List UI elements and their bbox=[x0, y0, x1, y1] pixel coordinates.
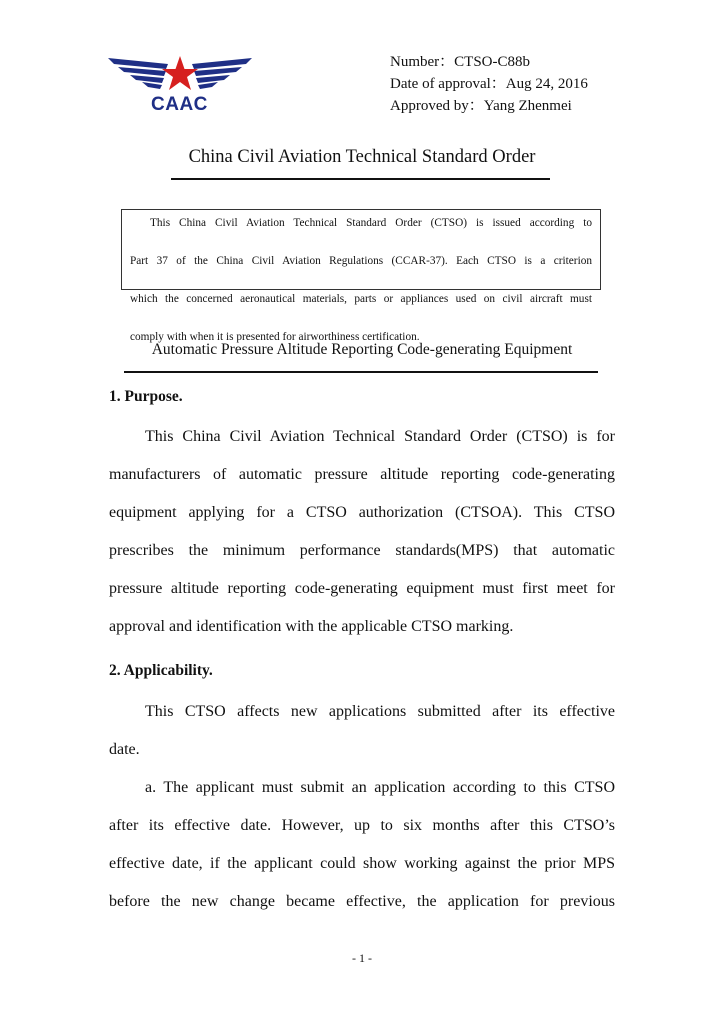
paragraph-line: a. The applicant must submit an application according to this CTSO bbox=[145, 779, 615, 796]
subject-title: Automatic Pressure Altitude Reporting Code-generating Equipment bbox=[151, 341, 573, 358]
paragraph-line: pressure altitude reporting code-generating equipment must first meet for bbox=[109, 580, 615, 597]
approved-by: Approved by：Yang Zhenmei bbox=[390, 98, 572, 114]
paragraph-line: prescribes the minimum performance standards(MPS) that automatic bbox=[109, 542, 615, 559]
notice-line: which the concerned aeronautical materials, parts or appliances used on civil aircraft must bbox=[130, 293, 592, 305]
notice-line: Part 37 of the China Civil Aviation Regulations (CCAR-37). Each CTSO is a criterion bbox=[130, 255, 592, 267]
notice-box bbox=[121, 209, 601, 343]
paragraph-line: before the new change became effective, the application for previous bbox=[109, 893, 615, 910]
title-divider bbox=[171, 178, 550, 180]
page-number: - 1 - bbox=[352, 951, 372, 965]
purpose-paragraph bbox=[109, 418, 615, 646]
applicability-intro-paragraph bbox=[109, 693, 615, 769]
notice-line: comply with when it is presented for airworthiness certification. bbox=[130, 331, 420, 343]
section-heading-applicability: 2. Applicability. bbox=[109, 662, 213, 679]
logo-text: CAAC bbox=[151, 94, 208, 115]
subject-divider bbox=[124, 371, 598, 373]
winged-star-emblem bbox=[106, 50, 256, 94]
paragraph-line: date. bbox=[109, 741, 140, 758]
document-number: Number：CTSO-C88b bbox=[390, 54, 530, 70]
notice-line: This China Civil Aviation Technical Standard Order (CTSO) is issued according to bbox=[150, 217, 592, 229]
paragraph-line: approval and identification with the applicable CTSO marking. bbox=[109, 618, 514, 635]
paragraph-line: effective date, if the applicant could show working against the prior MPS bbox=[109, 855, 615, 872]
approval-date: Date of approval：Aug 24, 2016 bbox=[390, 76, 588, 92]
document-title: China Civil Aviation Technical Standard Order bbox=[188, 147, 536, 167]
caac-logo bbox=[106, 50, 256, 122]
paragraph-line: after its effective date. However, up to six months after this CTSO’s bbox=[109, 817, 615, 834]
document-meta bbox=[390, 51, 588, 117]
paragraph-line: manufacturers of automatic pressure altitude reporting code-generating bbox=[109, 466, 615, 483]
section-heading-purpose: 1. Purpose. bbox=[109, 388, 183, 405]
paragraph-line: This CTSO affects new applications submitted after its effective bbox=[145, 703, 615, 720]
paragraph-line: equipment applying for a CTSO authorization (CTSOA). This CTSO bbox=[109, 504, 615, 521]
applicability-item-a-paragraph bbox=[109, 769, 615, 921]
paragraph-line: This China Civil Aviation Technical Standard Order (CTSO) is for bbox=[145, 428, 615, 445]
